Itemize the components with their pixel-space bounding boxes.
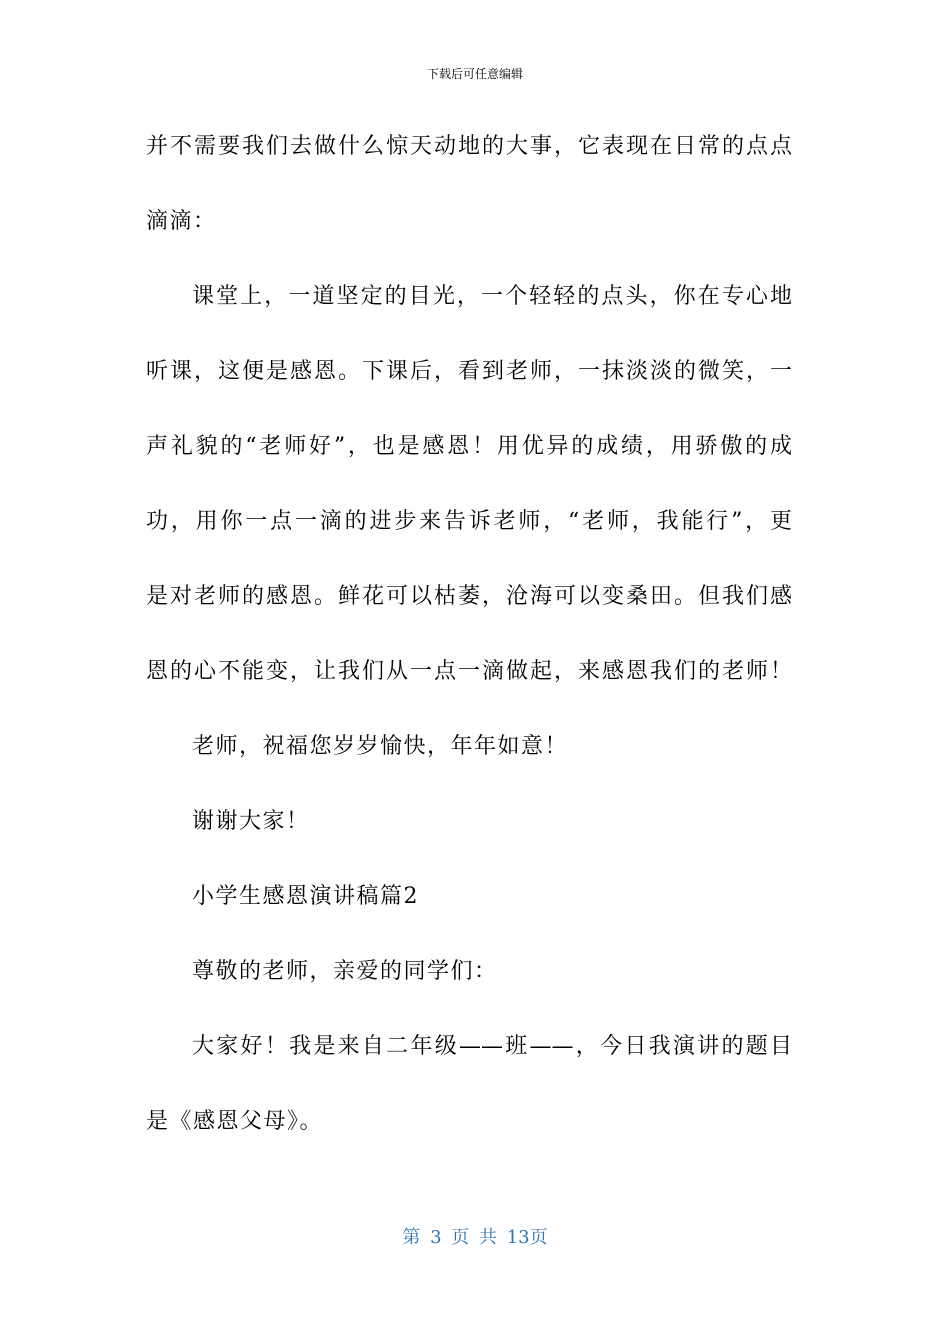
header-note: 下载后可任意编辑 xyxy=(426,67,523,81)
text-line: 恩的心不能变，让我们从一点一滴做起，来感恩我们的老师！ xyxy=(146,659,792,684)
section-heading: 小学生感恩演讲稿篇2 xyxy=(192,884,419,909)
page-number-footer: 第 3 页 共 13页 xyxy=(402,1227,548,1248)
text-line: 是《感恩父母》。 xyxy=(146,1109,324,1134)
text-line: 尊敬的老师，亲爱的同学们： xyxy=(192,959,498,984)
text-line: 老师，祝福您岁岁愉快，年年如意！ xyxy=(192,734,569,759)
text-line: 并不需要我们去做什么惊天动地的大事，它表现在日常的点点 xyxy=(146,134,792,159)
text-line: 谢谢大家！ xyxy=(192,809,310,834)
text-line: 功，用你一点一滴的进步来告诉老师，“老师，我能行”，更 xyxy=(146,509,792,534)
document-body xyxy=(146,122,792,1172)
text-line: 是对老师的感恩。鲜花可以枯萎，沧海可以变桑田。但我们感 xyxy=(146,584,792,609)
text-line: 听课，这便是感恩。下课后，看到老师，一抹淡淡的微笑，一 xyxy=(146,359,792,384)
text-line: 课堂上，一道坚定的目光，一个轻轻的点头，你在专心地 xyxy=(192,284,792,309)
text-line: 大家好！我是来自二年级——班——，今日我演讲的题目 xyxy=(192,1034,792,1059)
text-line: 声礼貌的“老师好”，也是感恩！用优异的成绩，用骄傲的成 xyxy=(146,434,792,459)
text-line: 滴滴： xyxy=(146,209,217,234)
